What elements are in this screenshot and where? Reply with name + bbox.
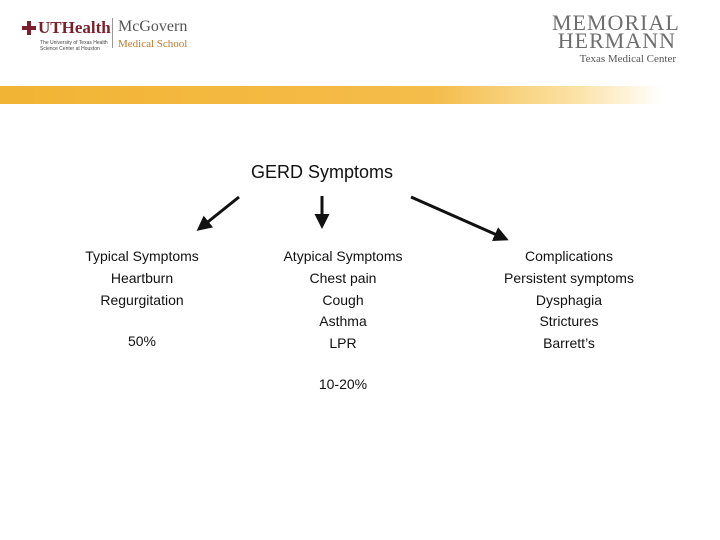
- complications-item: Dysphagia: [535, 291, 603, 308]
- typical-percent: 50%: [127, 333, 157, 349]
- atypical-item: LPR: [329, 335, 357, 352]
- typical-symptoms-column: [62, 246, 222, 311]
- typical-heading: Typical Symptoms: [85, 248, 199, 264]
- complications-item: Barrett’s: [543, 335, 595, 352]
- complications-column: [479, 246, 659, 355]
- texas-medical-center-label: Texas Medical Center: [579, 53, 676, 65]
- uthealth-brand: UTHealth: [38, 18, 111, 37]
- complications-item: Persistent symptoms: [504, 269, 634, 286]
- atypical-item: Chest pain: [309, 269, 377, 286]
- complications-heading: Complications: [525, 248, 613, 264]
- mcgovern-wordmark: McGovern: [118, 18, 188, 35]
- atypical-heading: Atypical Symptoms: [283, 248, 403, 264]
- memorial-wordmark: MEMORIAL: [552, 10, 680, 35]
- atypical-symptoms-column: [258, 246, 428, 355]
- typical-item: Regurgitation: [100, 291, 184, 308]
- complications-item: Strictures: [539, 313, 599, 330]
- arrow-to-complications: [411, 197, 506, 239]
- hermann-wordmark: HERMANN: [557, 28, 676, 53]
- medical-school-label: Medical School: [118, 38, 188, 50]
- atypical-item: Asthma: [319, 313, 367, 330]
- diagram-title: GERD Symptoms: [250, 162, 394, 182]
- typical-item: Heartburn: [110, 269, 174, 286]
- atypical-item: Cough: [322, 291, 364, 308]
- arrow-to-typical: [199, 197, 239, 229]
- uthealth-subtitle: The University of Texas Health Science Center at Houston: [40, 40, 108, 52]
- atypical-percent: 10-20%: [318, 376, 368, 392]
